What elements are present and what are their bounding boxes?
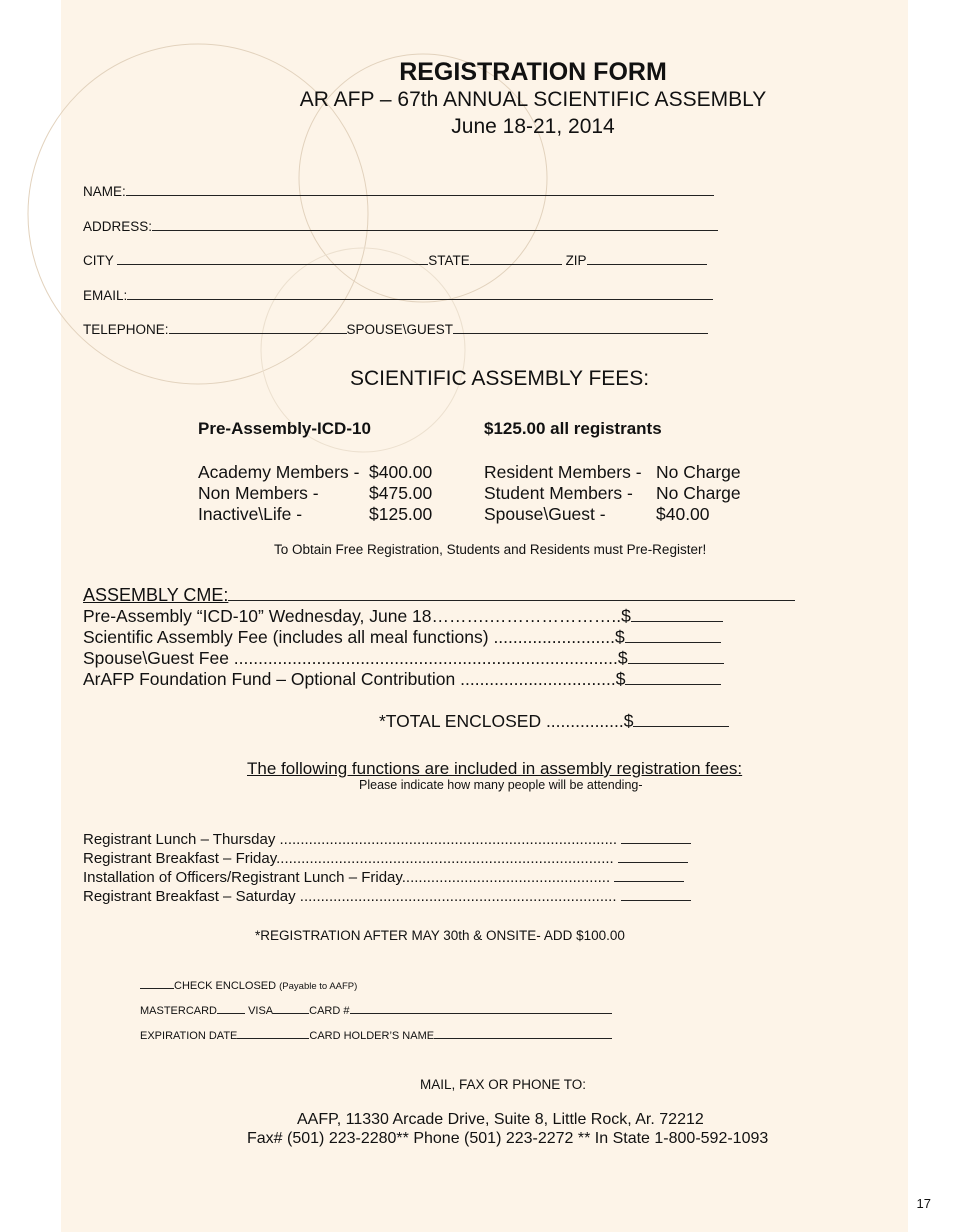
address-input-line[interactable] [152, 217, 718, 231]
cme-item [83, 648, 724, 669]
attendance-count-line[interactable] [618, 848, 688, 863]
event-name: AR AFP – 67th ANNUAL SCIENTIFIC ASSEMBLY [299, 88, 767, 111]
cme-heading [83, 583, 795, 606]
email-input-line[interactable] [127, 286, 713, 300]
form-title: REGISTRATION FORM [399, 58, 667, 86]
free-registration-note: To Obtain Free Registration, Students and Residents must Pre-Register! [274, 542, 707, 557]
card-row [140, 1003, 612, 1017]
check-enclosed-line[interactable] [140, 978, 174, 989]
fee-price: $125.00 [369, 504, 433, 524]
cme-heading-text: ASSEMBLY CME: [83, 585, 229, 605]
name-field-row [83, 182, 714, 199]
card-holder-line[interactable] [434, 1028, 612, 1039]
function-item-label: Registrant Lunch – Thursday ................................................................................. [83, 831, 618, 848]
fee-label: Academy Members - [198, 462, 360, 482]
cme-amount-line[interactable] [631, 606, 723, 622]
contact-address: AAFP, 11330 Arcade Drive, Suite 8, Little Rock, Ar. 72212 [297, 1111, 704, 1128]
city-input-line[interactable] [117, 251, 428, 265]
card-holder-label: CARD HOLDER’S NAME [309, 1030, 435, 1042]
fee-label: Non Members - [198, 483, 319, 503]
cme-amount-line[interactable] [625, 669, 721, 685]
state-input-line[interactable] [470, 251, 562, 265]
email-field-row [83, 286, 713, 303]
functions-subheading: Please indicate how many people will be attending- [359, 778, 643, 792]
cme-heading-rule [228, 583, 795, 601]
function-item-label: Registrant Breakfast – Friday................................................................................. [83, 850, 614, 867]
city-label: CITY [83, 253, 114, 268]
fee-price: $400.00 [369, 462, 433, 482]
fee-price: $475.00 [369, 483, 433, 503]
cme-item-label: Pre-Assembly “ICD-10” Wednesday, June 18……….…………………..$ [83, 606, 631, 626]
fee-label: Resident Members - [484, 462, 642, 482]
cme-item-label: Spouse\Guest Fee ...............................................................................$ [83, 648, 628, 668]
address-field-row [83, 217, 718, 234]
page-number: 17 [916, 1196, 931, 1211]
cme-item [83, 606, 723, 627]
function-item [83, 848, 688, 867]
telephone-field-row [83, 320, 708, 337]
fee-price: No Charge [656, 483, 741, 503]
contact-heading: MAIL, FAX OR PHONE TO: [420, 1077, 587, 1092]
cme-item [83, 627, 721, 648]
expiration-label: EXPIRATION DATE [140, 1030, 238, 1042]
fees-heading: SCIENTIFIC ASSEMBLY FEES: [350, 367, 650, 390]
total-amount-line[interactable] [633, 711, 729, 727]
contact-phones: Fax# (501) 223-2280** Phone (501) 223-2272 ** In State 1-800-592-1093 [247, 1130, 769, 1147]
attendance-count-line[interactable] [621, 886, 691, 901]
cme-item-label: Scientific Assembly Fee (includes all meal functions) .........................$ [83, 627, 625, 647]
mastercard-label: MASTERCARD [140, 1005, 218, 1017]
spouse-guest-label: SPOUSE\GUEST [346, 322, 454, 337]
check-payable-note: (Payable to AAFP) [279, 981, 358, 992]
address-label: ADDRESS: [83, 219, 153, 234]
late-registration-notice: *REGISTRATION AFTER MAY 30th & ONSITE- ADD $100.00 [255, 928, 625, 943]
functions-heading: The following functions are included in assembly registration fees: [247, 759, 743, 778]
attendance-count-line[interactable] [621, 829, 691, 844]
pre-assembly-label: Pre-Assembly-ICD-10 [198, 419, 371, 438]
attendance-count-line[interactable] [614, 867, 684, 882]
function-item [83, 867, 684, 886]
fee-price: No Charge [656, 462, 741, 482]
cme-item-label: ArAFP Foundation Fund – Optional Contribution ................................$ [83, 669, 626, 689]
name-input-line[interactable] [126, 182, 714, 196]
zip-label: ZIP [565, 253, 587, 268]
zip-input-line[interactable] [587, 251, 707, 265]
cme-amount-line[interactable] [628, 648, 724, 664]
card-number-line[interactable] [350, 1003, 612, 1014]
pre-assembly-price: $125.00 all registrants [484, 419, 662, 438]
telephone-input-line[interactable] [169, 320, 347, 334]
spouse-guest-input-line[interactable] [453, 320, 708, 334]
expiration-line[interactable] [237, 1028, 309, 1039]
check-enclosed-label: CHECK ENCLOSED [174, 980, 277, 992]
card-number-label: CARD # [309, 1005, 350, 1017]
telephone-label: TELEPHONE: [83, 322, 169, 337]
email-label: EMAIL: [83, 288, 128, 303]
total-enclosed [379, 711, 729, 732]
event-dates: June 18-21, 2014 [451, 115, 615, 138]
fee-price: $40.00 [656, 504, 710, 524]
visa-line[interactable] [273, 1003, 309, 1014]
city-field-row [83, 251, 707, 268]
total-enclosed-label: *TOTAL ENCLOSED ................$ [379, 711, 634, 731]
state-label: STATE [428, 253, 470, 268]
function-item [83, 829, 691, 848]
fee-label: Spouse\Guest - [484, 504, 606, 524]
function-item-label: Registrant Breakfast – Saturday ............................................................................ [83, 888, 617, 905]
cme-item [83, 669, 721, 690]
function-item [83, 886, 691, 905]
check-row [140, 978, 357, 992]
fee-label: Student Members - [484, 483, 633, 503]
expiration-row [140, 1028, 612, 1042]
cme-amount-line[interactable] [625, 627, 721, 643]
fee-label: Inactive\Life - [198, 504, 303, 524]
function-item-label: Installation of Officers/Registrant Lunch – Friday.................................................. [83, 869, 611, 886]
mastercard-line[interactable] [217, 1003, 245, 1014]
visa-label: VISA [248, 1005, 274, 1017]
name-label: NAME: [83, 184, 126, 199]
